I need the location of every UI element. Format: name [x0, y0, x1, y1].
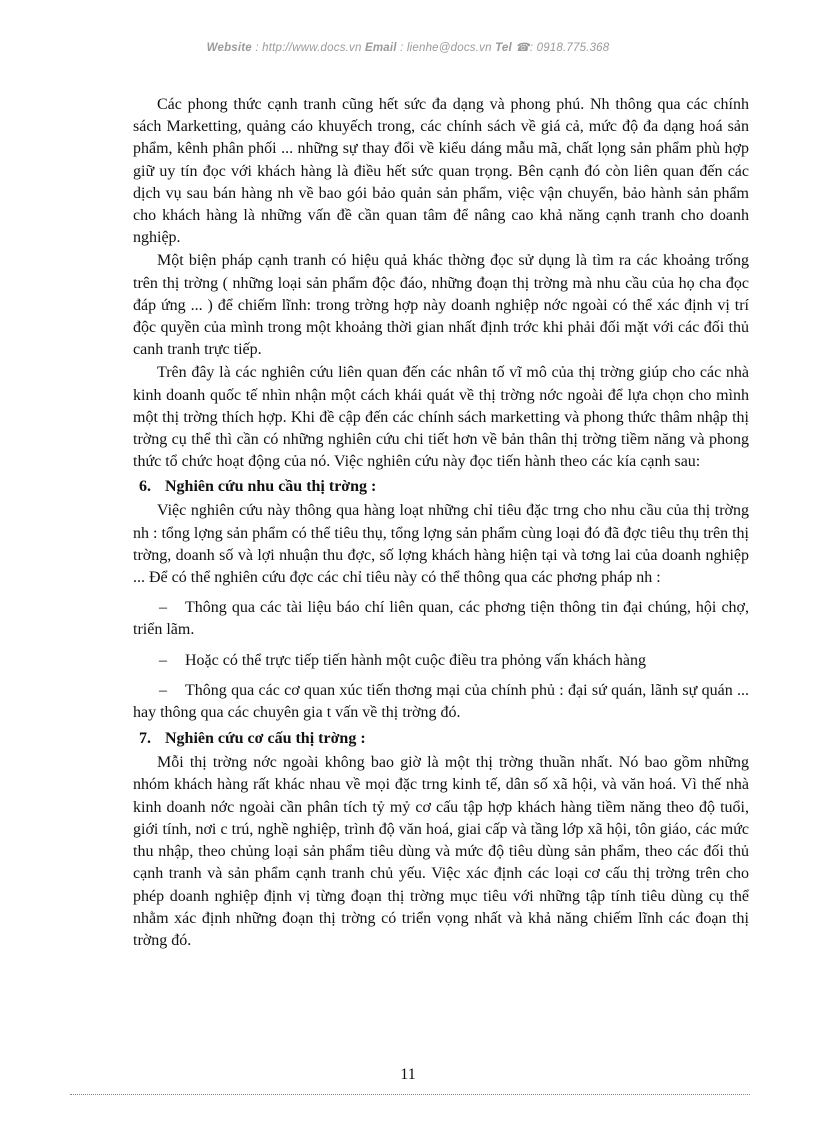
tel-label: Tel	[495, 42, 512, 54]
section-number: 6.	[139, 478, 151, 496]
paragraph: Các phong thức cạnh tranh cũng hết sức đa dạng và phong phú. Nh thông qua các chính sách Marketting, quảng cáo khuyếch trong, các chính sách về giá cả, mức độ đa dạng hoá sản phẩm, kênh phân phối ... những sự thay đổi về kiểu dáng mẫu mã, chất lọng sản phẩm phù hợp giữ uy tín đọc với khách hàng là điều hết sức quan trọng. Bên cạnh đó còn liên quan đến các dịch vụ sau bán hàng nh về bao gói bảo quản sản phẩm, việc vận chuyển, bảo hành sản phẩm cho khách hàng là những vấn đề cần quan tâm để nâng cao khả năng cạnh tranh cho doanh nghiệp.	[133, 96, 749, 247]
paragraph: Mỗi thị trờng nớc ngoài không bao giờ là một thị trờng thuần nhất. Nó bao gồm những nhóm khách hàng rất khác nhau về mọi đặc trng kinh tế, dân số xã hội, và văn hoá. Vì thế nhà kinh doanh nớc ngoài cần phân tích tỷ mỷ cơ cấu tập hợp khách hàng tiềm năng theo độ tuổi, giới tính, nơi c trú, nghề nghiệp, trình độ văn hoá, giai cấp và tầng lớp xã hội, tôn giáo, các mức thu nhập, theo chủng loại sản phẩm tiêu dùng và mức độ tiêu dùng sản phẩm, theo các đối thủ cạnh tranh và sản phẩm cạnh tranh chủ yếu. Việc xác định các loại cơ cấu thị trờng trên cho phép doanh nghiệp định vị từng đoạn thị trờng mục tiêu với những tập tính tiêu dùng cụ thể nhằm xác định những đoạn thị trờng có triển vọng nhất và khả năng chiếm lĩnh các đoạn thị trờng đó.	[133, 754, 749, 949]
list-item-text: Thông qua các cơ quan xúc tiến thơng mại của chính phủ : đại sứ quán, lãnh sự quán ... hay thông qua các chuyên gia t vấn về thị trờng đó.	[133, 681, 749, 722]
section-title: Nghiên cứu cơ cấu thị trờng :	[165, 730, 366, 748]
list-item	[133, 650, 749, 672]
dash-bullet: –	[159, 651, 167, 669]
page-header	[0, 40, 816, 54]
section-heading-7	[139, 728, 749, 750]
section-number: 7.	[139, 730, 151, 748]
list-item-text: Thông qua các tài liệu báo chí liên quan, các phơng tiện thông tin đại chúng, hội chợ, triển lãm.	[133, 599, 749, 639]
list-item-text: Hoặc có thể trực tiếp tiến hành một cuộc điều tra phỏng vấn khách hàng	[185, 651, 646, 669]
email-label: Email	[365, 42, 397, 54]
page-number: 11	[400, 1066, 416, 1083]
website-label: Website	[206, 42, 252, 54]
section-title: Nghiên cứu nhu cầu thị trờng :	[165, 478, 377, 496]
dash-bullet: –	[159, 681, 167, 699]
list-item	[133, 680, 749, 724]
paragraph: Một biện pháp cạnh tranh có hiệu quả khác thờng đọc sử dụng là tìm ra các khoảng trống trên thị trờng ( những loại sản phẩm độc đáo, những đoạn thị trờng mà nhu cầu của họ cha đọc đáp ứng ... ) để chiếm lĩnh: trong trờng hợp này doanh nghiệp nớc ngoài có thể xác định vị trí độc quyền của mình trong một khoảng thời gian nhất định trớc khi phải đối mặt với các đối thủ canh tranh trực tiếp.	[133, 252, 749, 359]
website-url[interactable]: : http://www.docs.vn	[255, 42, 362, 54]
dash-bullet: –	[159, 599, 167, 617]
document-body	[133, 94, 749, 953]
phone-number: ☎: 0918.775.368	[515, 42, 610, 54]
footer-divider	[70, 1094, 750, 1095]
section-heading-6	[139, 476, 749, 498]
email-address[interactable]: : lienhe@docs.vn	[400, 42, 492, 54]
paragraph: Việc nghiên cứu này thông qua hàng loạt những chỉ tiêu đặc trng cho nhu cầu của thị trờng nh : tổng lợng sản phẩm có thể tiêu thụ, tổng lợng sản phẩm cùng loại đó đã đợc tiêu thụ trên thị trờng, doanh số và lợi nhuận thu đợc, số lợng khách hàng hiện tại và tơng lai của doanh nghiệp ... Để có thể nghiên cứu đợc các chỉ tiêu này có thể thông qua các phơng pháp nh :	[133, 502, 749, 587]
paragraph: Trên đây là các nghiên cứu liên quan đến các nhân tố vĩ mô của thị trờng giúp cho các nhà kinh doanh quốc tế nhìn nhận một cách khái quát về thị trờng nớc ngoài để lựa chọn cho mình một thị trờng thích hợp. Khi đề cập đến các chính sách marketting và phong thức thâm nhập thị trờng cụ thể thì cần có những nghiên cứu chi tiết hơn về bản thân thị trờng tiềm năng và phong thức tổ chức hoạt động của nó. Việc nghiên cứu này đọc tiến hành theo các kía cạnh sau:	[133, 364, 749, 471]
list-item	[133, 597, 749, 641]
